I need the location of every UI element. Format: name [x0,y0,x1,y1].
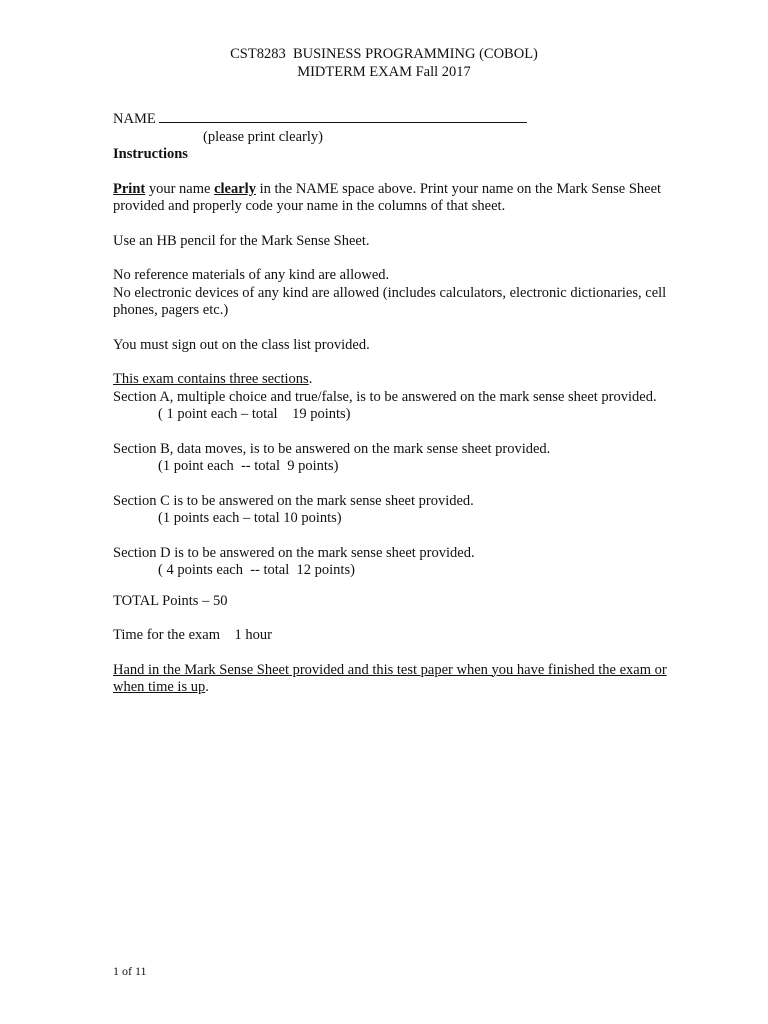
section-b-text: Section B, data moves, is to be answered on the mark sense sheet provided. [113,440,551,457]
instruction-no-reference: No reference materials of any kind are allowed. [113,267,390,283]
name-note: (please print clearly) [203,128,323,145]
instruction-pencil: Use an HB pencil for the Mark Sense Sheet. [113,232,370,249]
print-emphasis: Print [113,180,146,197]
instruction-no-electronic: No electronic devices of any kind are allowed (includes calculators, electronic dictionaries, cell phones, pagers etc.) [113,284,667,318]
exam-subtitle: MIDTERM EXAM Fall 2017 [297,64,471,80]
section-d-points: ( 4 points each -- total 12 points) [158,562,355,578]
exam-time: Time for the exam 1 hour [113,627,272,643]
clearly-emphasis: clearly [214,180,256,197]
section-c-text: Section C is to be answered on the mark sense sheet provided. [113,492,474,509]
instruction-print-name: Print your name clearly in the NAME space above. Print your name on the Mark Sense Sheet provided and properly code your name in the columns of that sheet. [113,180,662,214]
section-a-text: Section A, multiple choice and true/false, is to be answered on the mark sense sheet provided. [113,388,657,405]
sections-intro: This exam contains three sections. [113,371,313,387]
course-title: CST8283 BUSINESS PROGRAMMING (COBOL) [230,46,538,62]
section-c-points: (1 points each – total 10 points) [158,510,342,526]
section-d-text: Section D is to be answered on the mark sense sheet provided. [113,544,475,561]
section-a-points: ( 1 point each – total 19 points) [158,406,351,422]
hand-in-instruction: Hand in the Mark Sense Sheet provided and this test paper when you have finished the exam or when time is up. [113,661,667,695]
name-row [113,110,673,129]
page-number: 1 of 11 [113,964,147,978]
name-label: NAME [113,111,156,127]
exam-content [113,110,673,697]
instruction-sign-out: You must sign out on the class list provided. [113,336,370,353]
section-b-points: (1 point each -- total 9 points) [158,458,339,474]
name-blank [159,110,527,123]
total-points: TOTAL Points – 50 [113,592,228,609]
instructions-heading: Instructions [113,146,188,162]
exam-title [0,46,768,82]
